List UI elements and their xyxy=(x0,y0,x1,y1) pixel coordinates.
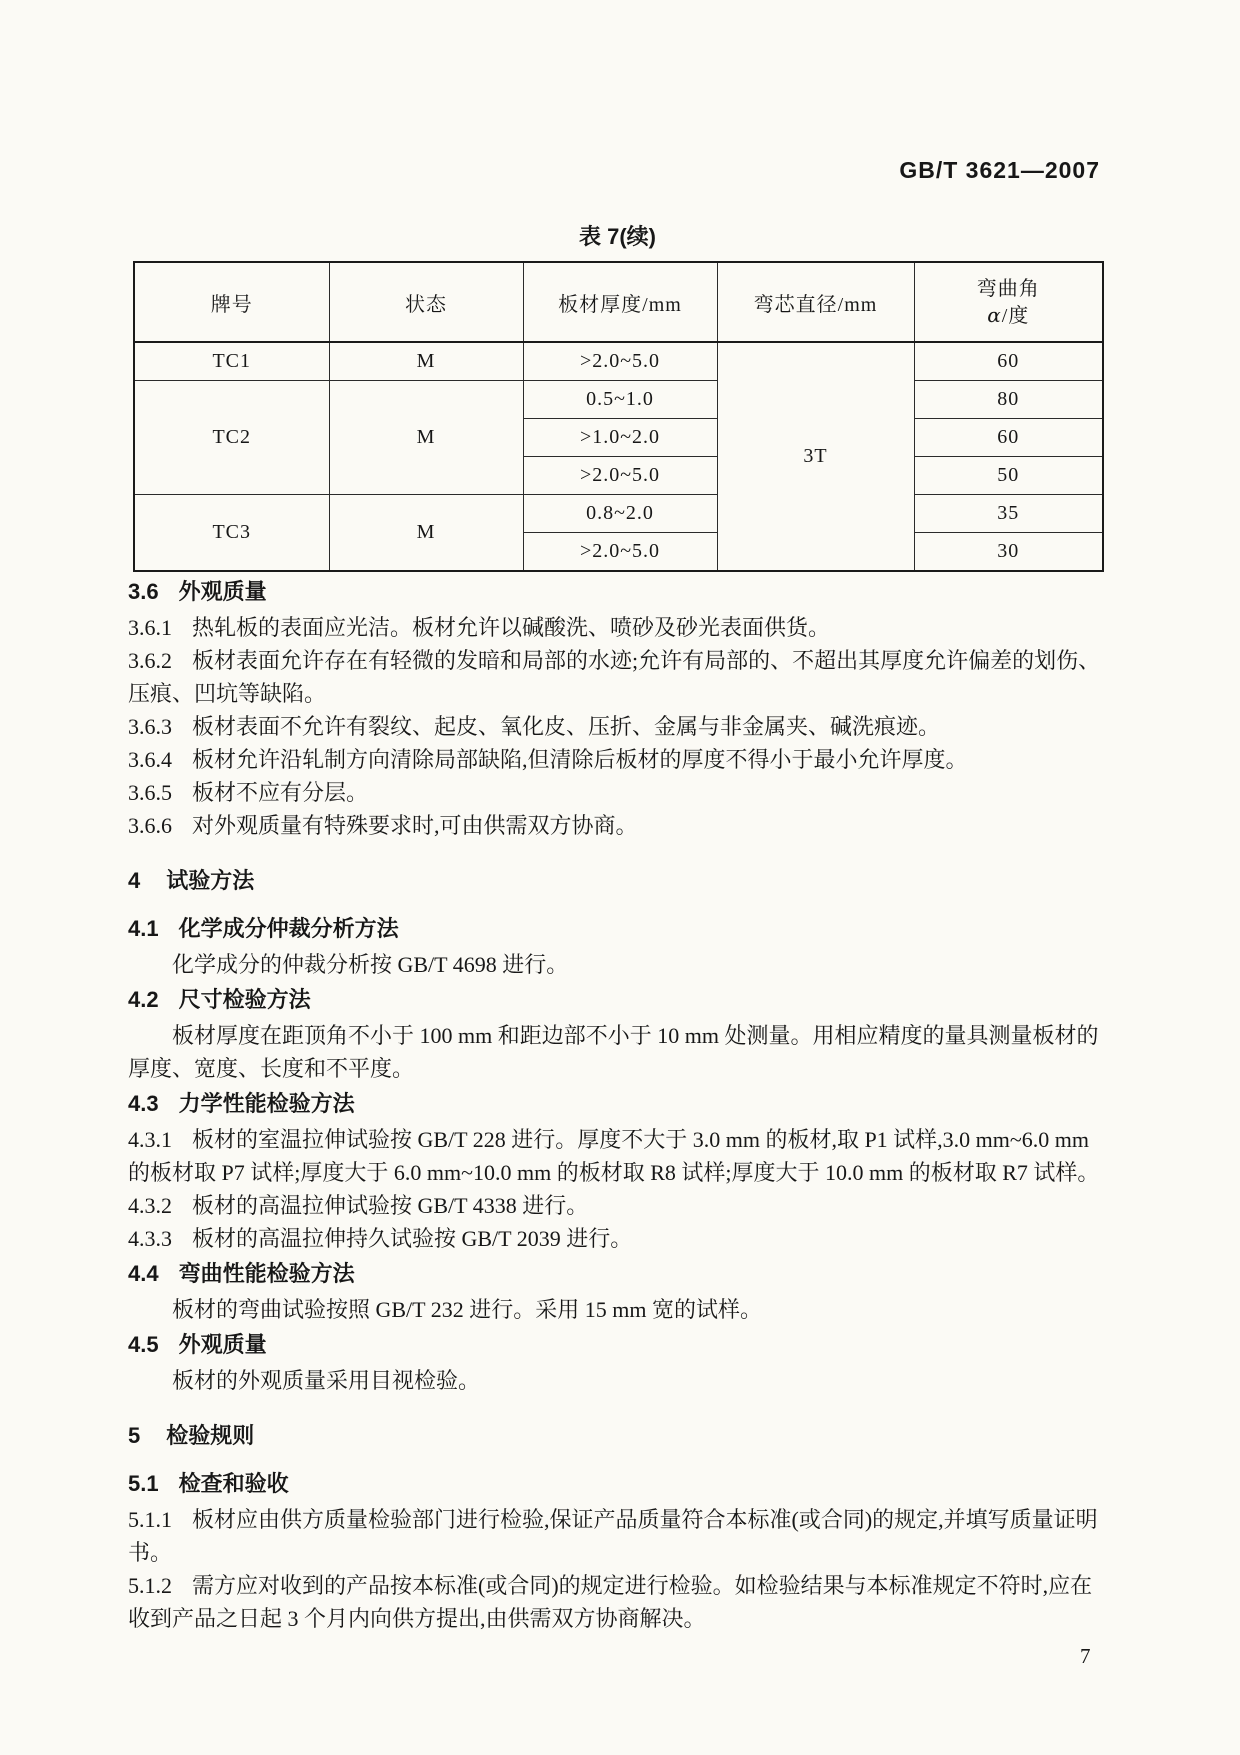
clause-3-6-5: 3.6.5 板材不应有分层。 xyxy=(128,780,369,805)
clause-4-3-heading: 4.3 力学性能检验方法 xyxy=(128,1091,355,1116)
angle-cell: 35 xyxy=(914,495,1103,533)
bend-test-table xyxy=(133,261,1104,572)
clause-4-2-body: 板材厚度在距顶角不小于 100 mm 和距边部不小于 10 mm 处测量。用相应精度的量具测量板材的厚度、宽度、长度和不平度。 xyxy=(128,1023,1099,1081)
clause-4-2-heading: 4.2 尺寸检验方法 xyxy=(128,987,311,1012)
clause-4-1-heading: 4.1 化学成分仲裁分析方法 xyxy=(128,916,399,941)
state-cell: M xyxy=(329,495,523,572)
table-row xyxy=(134,342,1103,381)
clause-4-5-heading: 4.5 外观质量 xyxy=(128,1332,267,1357)
thickness-cell: >1.0~2.0 xyxy=(523,419,717,457)
grade-cell: TC1 xyxy=(134,342,329,381)
clause-3-6-3: 3.6.3 板材表面不允许有裂纹、起皮、氧化皮、压折、金属与非金属夹、碱洗痕迹。 xyxy=(128,714,941,739)
clause-4-3-2: 4.3.2 板材的高温拉伸试验按 GB/T 4338 进行。 xyxy=(128,1193,589,1218)
clause-3-6-4: 3.6.4 板材允许沿轧制方向清除局部缺陷,但清除后板材的厚度不得小于最小允许厚度。 xyxy=(128,747,968,772)
clause-5-1-heading: 5.1 检查和验收 xyxy=(128,1471,289,1496)
table-header-row xyxy=(134,262,1103,342)
clause-3-6-1: 3.6.1 热轧板的表面应光洁。板材允许以碱酸洗、喷砂及砂光表面供货。 xyxy=(128,615,831,640)
header-cell-state: 状态 xyxy=(329,262,523,342)
standard-code: GB/T 3621—2007 xyxy=(899,157,1100,183)
clause-4-5-body: 板材的外观质量采用目视检验。 xyxy=(172,1368,481,1393)
clause-5-1-1: 5.1.1 板材应由供方质量检验部门进行检验,保证产品质量符合本标准(或合同)的规定,并填写质量证明书。 xyxy=(128,1507,1098,1565)
page-number: 7 xyxy=(1080,1644,1091,1668)
thickness-cell: 0.8~2.0 xyxy=(523,495,717,533)
angle-cell: 50 xyxy=(914,457,1103,495)
clause-4-4-heading: 4.4 弯曲性能检验方法 xyxy=(128,1261,355,1286)
clause-4-3-3: 4.3.3 板材的高温拉伸持久试验按 GB/T 2039 进行。 xyxy=(128,1226,633,1251)
clause-4-1-body: 化学成分的仲裁分析按 GB/T 4698 进行。 xyxy=(172,952,569,977)
section-5-heading: 5 检验规则 xyxy=(128,1423,255,1448)
header-cell-thickness: 板材厚度/mm xyxy=(523,262,717,342)
angle-cell: 60 xyxy=(914,419,1103,457)
angle-header-line1: 弯曲角 xyxy=(976,277,1040,300)
thickness-cell: >2.0~5.0 xyxy=(523,457,717,495)
section-4-heading: 4 试验方法 xyxy=(128,868,255,893)
thickness-cell: >2.0~5.0 xyxy=(523,342,717,381)
table-title: 表 7(续) xyxy=(578,224,656,249)
clause-4-4-body: 板材的弯曲试验按照 GB/T 232 进行。采用 15 mm 宽的试样。 xyxy=(172,1297,762,1322)
state-cell: M xyxy=(329,342,523,381)
header-cell-bend-core: 弯芯直径/mm xyxy=(717,262,914,342)
angle-cell: 30 xyxy=(914,533,1103,572)
table-row xyxy=(134,495,1103,533)
header-cell-grade: 牌号 xyxy=(134,262,329,342)
bend-core-cell: 3T xyxy=(717,342,914,571)
clause-4-3-1: 4.3.1 板材的室温拉伸试验按 GB/T 228 进行。厚度不大于 3.0 mm 的板材,取 P1 试样,3.0 mm~6.0 mm 的板材取 P7 试样;厚度大于 6.0 mm~10.0 mm 的板材取 R8 试样;厚度大于 10.0 mm 的板材取 R7 试样。 xyxy=(128,1127,1100,1185)
table-row xyxy=(134,381,1103,419)
grade-cell: TC3 xyxy=(134,495,329,572)
clause-5-1-2: 5.1.2 需方应对收到的产品按本标准(或合同)的规定进行检验。如检验结果与本标准规定不符时,应在收到产品之日起 3 个月内向供方提出,由供需双方协商解决。 xyxy=(128,1573,1093,1631)
clause-3-6-6: 3.6.6 对外观质量有特殊要求时,可由供需双方协商。 xyxy=(128,813,638,838)
clause-3-6-2: 3.6.2 板材表面允许存在有轻微的发暗和局部的水迹;允许有局部的、不超出其厚度允许偏差的划伤、压痕、凹坑等缺陷。 xyxy=(128,648,1101,706)
angle-header-line2: α/度 xyxy=(987,302,1030,327)
state-cell: M xyxy=(329,381,523,495)
angle-cell: 80 xyxy=(914,381,1103,419)
thickness-cell: 0.5~1.0 xyxy=(523,381,717,419)
thickness-cell: >2.0~5.0 xyxy=(523,533,717,572)
angle-cell: 60 xyxy=(914,342,1103,381)
header-cell-angle xyxy=(914,262,1103,342)
document-body xyxy=(128,573,1108,1635)
clause-3-6-heading: 3.6 外观质量 xyxy=(128,579,267,604)
grade-cell: TC2 xyxy=(134,381,329,495)
